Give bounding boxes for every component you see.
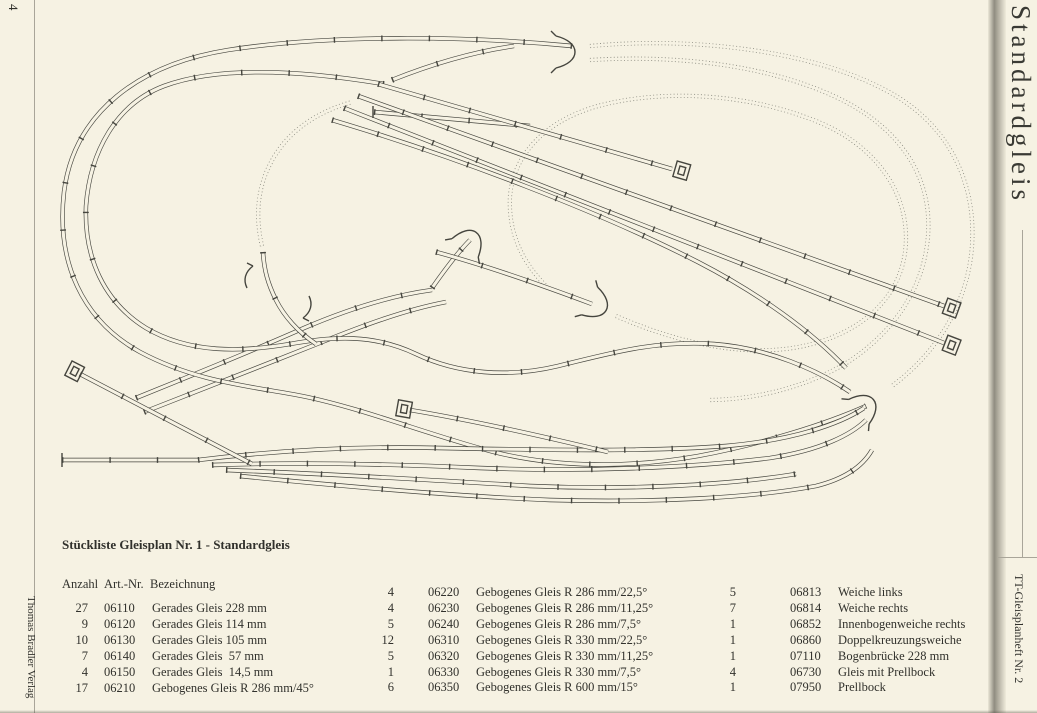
parts-art-no: 06852 [790,616,822,631]
parts-description: Gerades Gleis 105 mm [152,632,267,647]
parts-description: Bogenbrücke 228 mm [838,648,950,663]
parts-row [368,601,653,617]
parts-row [62,633,314,649]
parts-qty: 9 [81,616,88,631]
parts-row [368,617,653,633]
parts-qty: 10 [75,632,88,647]
parts-qty: 1 [387,664,394,679]
parts-column-3 [710,585,965,696]
parts-row [368,585,653,601]
col-header-bezeichnung: Bezeichnung [150,577,216,591]
parts-description: Doppelkreuzungsweiche [838,632,962,647]
parts-art-no: 06210 [104,680,136,695]
parts-row [710,633,965,649]
buffer-stop-icon [396,400,413,418]
parts-art-no: 06320 [428,648,460,663]
parts-art-no: 06240 [428,616,460,631]
parts-list-title: Stückliste Gleisplan Nr. 1 - Standardgleis [62,537,290,552]
parts-row [368,633,653,649]
col-header-anzahl: Anzahl [62,577,99,591]
parts-art-no: 07950 [790,680,822,695]
parts-art-no: 06350 [428,680,460,695]
buffer-stop-icon [65,361,85,382]
parts-art-no: 07110 [790,648,821,663]
parts-description: Weiche links [838,585,903,599]
parts-row [368,665,653,681]
parts-description: Gebogenes Gleis R 286 mm/7,5° [476,616,642,631]
parts-qty: 17 [75,680,88,695]
right-edge-shadow [988,0,1006,713]
parts-art-no: 06860 [790,632,822,647]
parts-description: Gebogenes Gleis R 600 mm/15° [476,680,638,695]
parts-description: Gerades Gleis 14,5 mm [152,664,274,679]
parts-qty: 6 [387,680,394,695]
parts-qty: 4 [387,585,394,599]
parts-description: Innenbogenweiche rechts [838,616,966,631]
parts-row [710,585,965,601]
parts-qty: 5 [387,616,394,631]
bridge-abutment-icons [245,263,311,321]
parts-art-no: 06110 [104,601,135,615]
solid-tracks-group [62,38,944,501]
parts-row [710,680,965,696]
parts-art-no: 06140 [104,648,136,663]
parts-row [62,617,314,633]
parts-row [62,665,314,681]
parts-row [710,649,965,665]
parts-qty: 1 [729,632,736,647]
parts-qty: 1 [729,616,736,631]
parts-row [62,649,314,665]
parts-art-no: 06120 [104,616,136,631]
right-margin-rule [1022,230,1023,558]
parts-qty: 12 [381,632,394,647]
parts-column-1 [62,601,314,696]
parts-description: Gerades Gleis 228 mm [152,601,267,615]
parts-description: Gebogenes Gleis R 286 mm/11,25° [476,600,654,615]
publisher-vertical-label: Thomas Bradler Verlag [25,596,37,699]
parts-art-no: 06730 [790,664,822,679]
parts-description: Gerades Gleis 57 mm [152,648,264,663]
parts-description: Gerades Gleis 114 mm [152,616,267,631]
parts-qty: 7 [81,648,88,663]
parts-art-no: 06813 [790,585,822,599]
parts-art-no: 06230 [428,600,460,615]
tunnel-portal-icon [575,280,617,328]
parts-row [368,649,653,665]
parts-qty: 4 [81,664,88,679]
parts-qty: 27 [75,601,88,615]
parts-row [710,665,965,681]
page-number: 4 [6,4,21,11]
parts-art-no: 06330 [428,664,460,679]
parts-description: Gebogenes Gleis R 330 mm/11,25° [476,648,654,663]
booklet-title-vertical: TT-Gleisplanheft Nr. 2 [1012,574,1026,684]
parts-row [710,617,965,633]
parts-row [710,601,965,617]
parts-qty: 5 [387,648,394,663]
parts-art-no: 06220 [428,585,460,599]
parts-qty: 4 [729,664,736,679]
parts-art-no: 06814 [790,600,822,615]
parts-column-2 [368,585,653,696]
right-margin-tick [998,557,1037,558]
parts-description: Gebogenes Gleis R 286 mm/45° [152,680,314,695]
parts-description: Gebogenes Gleis R 286 mm/22,5° [476,585,648,599]
parts-row [62,601,314,617]
buffer-stop-icon [673,161,691,180]
col-header-art-nr: Art.-Nr. [104,577,144,591]
parts-art-no: 06150 [104,664,136,679]
parts-description: Weiche rechts [838,600,909,615]
parts-qty: 1 [729,680,736,695]
parts-row [368,680,653,696]
parts-qty: 7 [729,600,736,615]
parts-description: Gebogenes Gleis R 330 mm/22,5° [476,632,648,647]
parts-qty: 4 [387,600,394,615]
parts-description: Gleis mit Prellbock [838,664,936,679]
parts-description: Gebogenes Gleis R 330 mm/7,5° [476,664,642,679]
track-end-caps [62,106,373,467]
buffer-stop-icon [942,335,961,355]
section-title-vertical: Standardgleis [1006,5,1036,204]
parts-art-no: 06130 [104,632,136,647]
parts-description: Prellbock [838,680,886,695]
parts-qty: 1 [729,648,736,663]
tunnel-portal-icon [551,31,575,73]
parts-row [62,681,314,697]
parts-art-no: 06310 [428,632,460,647]
parts-qty: 5 [729,585,736,599]
